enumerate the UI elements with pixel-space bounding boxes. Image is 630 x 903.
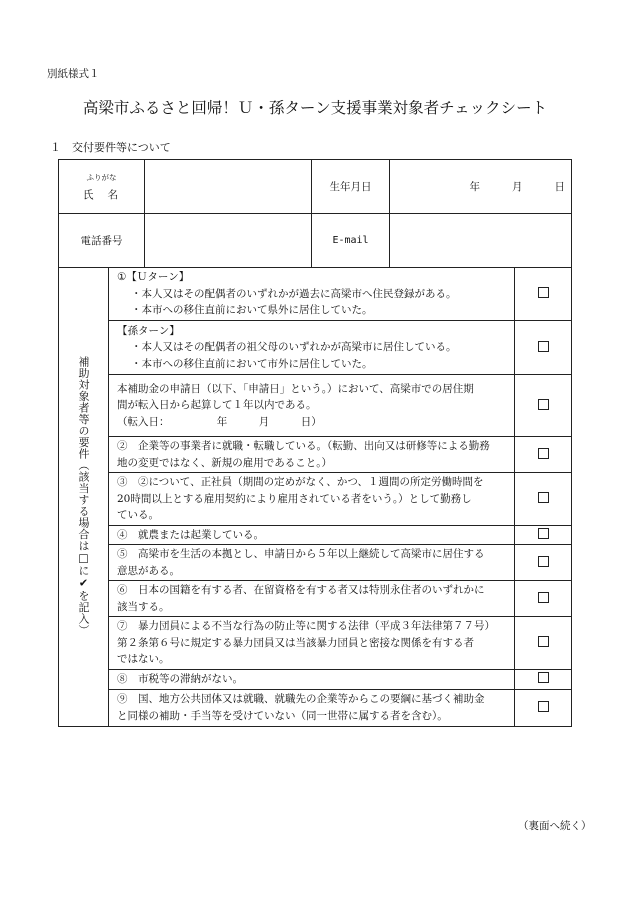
section-number: １	[50, 141, 61, 154]
name-input[interactable]	[145, 160, 312, 214]
requirement-checkbox[interactable]	[538, 399, 549, 410]
requirement-line: ・本市への移住直前において県外に居住していた。	[131, 304, 373, 317]
name-row	[59, 160, 572, 214]
requirement-row	[59, 321, 572, 375]
requirement-checkbox[interactable]	[538, 287, 549, 298]
requirement-line: ている。	[117, 509, 159, 521]
requirement-line: ⑧ 市税等の滞納がない。	[117, 673, 243, 685]
requirement-line: ② 企業等の事業者に就職・転職している。（転勤、出向又は研修等による勤務	[117, 440, 490, 452]
requirement-line: ではない。	[117, 653, 170, 666]
requirement-line: ⑦ 暴力団員による不当な行為の防止等に関する法律（平成３年法律第７７号）	[117, 620, 495, 633]
name-label-cell	[59, 160, 145, 214]
requirement-checkbox[interactable]	[538, 556, 549, 567]
requirement-row	[59, 581, 572, 617]
checklist-table	[58, 159, 572, 727]
requirement-row	[59, 375, 572, 437]
form-number: 別紙様式１	[47, 68, 100, 80]
requirement-line: （転入日： 年 月 日）	[117, 415, 322, 428]
requirement-line: ④ 就農または起業している。	[117, 528, 264, 541]
requirements-side-label: 補助対象者等の要件（該当する場合は□に✔を記入）	[59, 268, 109, 727]
requirement-text	[109, 437, 515, 473]
requirement-row	[59, 437, 572, 473]
requirement-text	[109, 525, 515, 545]
requirement-line: ・本人又はその配偶者のいずれかが過去に高梁市へ住民登録がある。	[131, 287, 457, 300]
name-label: 氏名	[83, 188, 132, 201]
requirement-text	[109, 473, 515, 526]
requirement-checkbox[interactable]	[538, 636, 549, 647]
requirement-line: ・本人又はその配偶者の祖父母のいずれかが高梁市に居住している。	[131, 341, 457, 354]
phone-label: 電話番号	[59, 214, 145, 268]
email-label: E-mail	[312, 214, 390, 268]
requirement-row	[59, 545, 572, 581]
requirement-row	[59, 617, 572, 670]
requirement-line: 20時間以上とする雇用契約により雇用されている者をいう。）として勤務し	[117, 492, 472, 505]
contact-row	[59, 214, 572, 268]
requirement-text	[109, 375, 515, 437]
requirement-row	[59, 689, 572, 726]
requirement-line: 該当する。	[117, 600, 170, 613]
requirement-line: ③ ②について、正社員（期間の定めがなく、かつ、１週間の所定労働時間を	[117, 476, 484, 488]
requirement-checkbox[interactable]	[538, 448, 549, 459]
requirement-checkbox[interactable]	[538, 528, 549, 539]
requirement-line: 地の変更ではなく、新規の雇用であること。）	[117, 456, 333, 469]
requirement-line: 本補助金の申請日（以下、「申請日」という。）において、高梁市での居住期	[117, 382, 474, 395]
section-heading	[50, 139, 171, 155]
requirement-line: と同様の補助・手当等を受けていない（同一世帯に属する者を含む）。	[117, 709, 448, 722]
document-title: 高梁市ふるさと回帰！Ｕ・孫ターン支援事業対象者チェックシート	[82, 99, 548, 117]
requirement-row	[59, 268, 572, 321]
requirement-checkbox[interactable]	[538, 341, 549, 352]
requirement-line: ⑤ 高梁市を生活の本拠とし、申請日から５年以上継続して高梁市に居住する	[117, 548, 485, 560]
requirement-line: ⑥ 日本の国籍を有する者、在留資格を有する者又は特別永住者のいずれかに	[117, 584, 485, 596]
requirement-line: 第２条第６号に規定する暴力団員又は当該暴力団員と密接な関係を有する者	[117, 636, 474, 649]
email-input[interactable]	[390, 214, 572, 268]
requirement-checkbox[interactable]	[538, 672, 549, 683]
requirement-line: ⑨ 国、地方公共団体又は就職、就職先の企業等からこの要綱に基づく補助金	[117, 693, 485, 705]
month-label: 月	[512, 181, 523, 193]
requirement-checkbox[interactable]	[538, 701, 549, 712]
furigana-label: ふりがな	[86, 172, 117, 182]
continued-note: （裏面へ続く）	[518, 820, 592, 832]
requirement-checkbox[interactable]	[538, 492, 549, 503]
requirement-text	[109, 670, 515, 690]
requirement-text	[109, 321, 515, 375]
phone-input[interactable]	[145, 214, 312, 268]
requirement-line: 【孫ターン】	[117, 324, 180, 337]
requirement-text	[109, 689, 515, 726]
requirement-row	[59, 473, 572, 526]
requirement-text	[109, 268, 515, 321]
requirement-line: 間が転入日から起算して１年以内である。	[117, 399, 317, 412]
requirement-line: ・本市への移住直前において市外に居住していた。	[131, 357, 373, 370]
birthdate-input[interactable]	[390, 160, 572, 214]
requirement-checkbox[interactable]	[538, 592, 549, 603]
requirement-text	[109, 617, 515, 670]
section-title: 交付要件等について	[72, 141, 171, 154]
requirement-row	[59, 525, 572, 545]
year-label: 年	[469, 181, 480, 193]
birthdate-label: 生年月日	[312, 160, 390, 214]
requirement-text	[109, 545, 515, 581]
requirement-line: ①【Ｕターン】	[117, 271, 190, 284]
requirement-row	[59, 670, 572, 690]
requirement-line: 意思がある。	[117, 564, 180, 577]
day-label: 日	[554, 181, 565, 193]
requirement-text	[109, 581, 515, 617]
